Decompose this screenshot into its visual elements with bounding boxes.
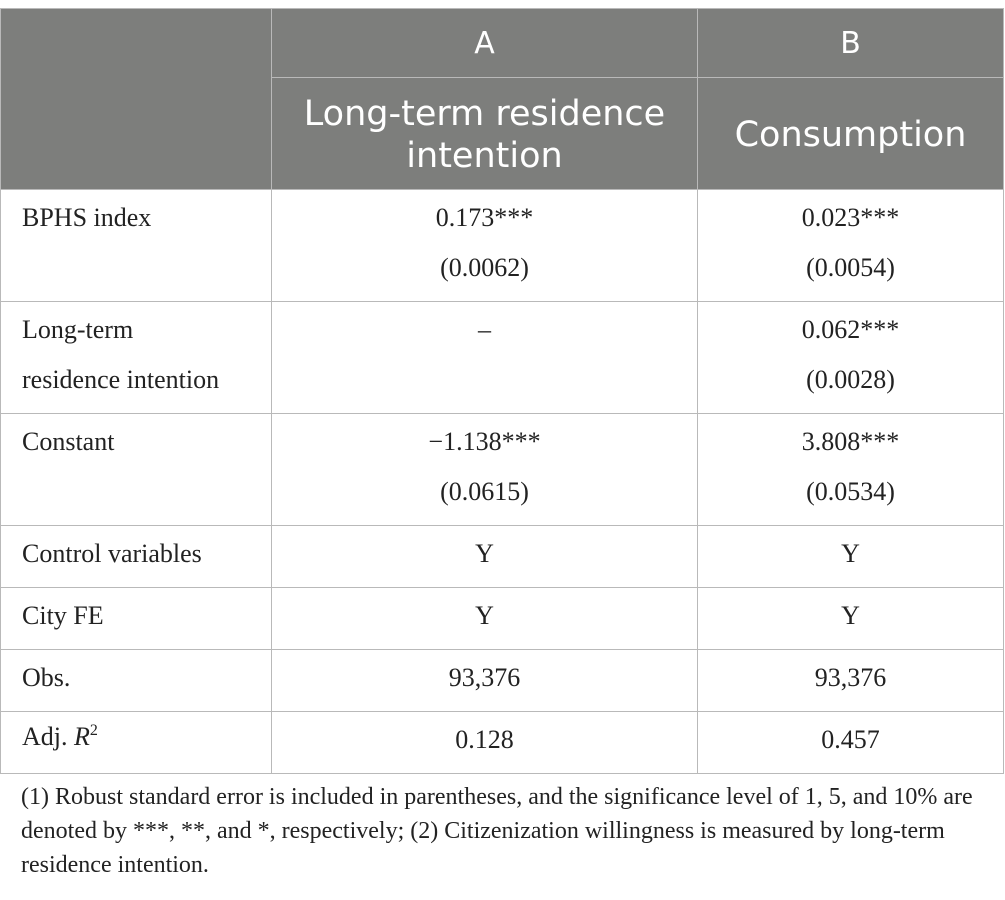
- cell-a: [272, 302, 698, 414]
- table-row-long-term-residence: [1, 302, 1004, 414]
- column-a-letter: A: [272, 9, 698, 78]
- cell-b: Y: [698, 526, 1004, 588]
- table-row-constant: [1, 414, 1004, 526]
- cell-b: [698, 190, 1004, 302]
- row-label: City FE: [1, 588, 272, 650]
- standard-error: (0.0062): [440, 253, 529, 282]
- standard-error: (0.0028): [806, 365, 895, 394]
- table-row-obs: [1, 650, 1004, 712]
- row-label: Long-term residence intention: [1, 302, 272, 414]
- coefficient: 3.808***: [801, 427, 900, 456]
- row-label: BPHS index: [1, 190, 272, 302]
- cell-a: Y: [272, 588, 698, 650]
- cell-a: 0.128: [272, 712, 698, 774]
- cell-a: [272, 414, 698, 526]
- cell-b: 0.457: [698, 712, 1004, 774]
- cell-b: [698, 302, 1004, 414]
- cell-b: 93,376: [698, 650, 1004, 712]
- coefficient: −1.138***: [428, 427, 541, 456]
- table-row-control-variables: [1, 526, 1004, 588]
- table-row-bphs-index: [1, 190, 1004, 302]
- table-row-city-fe: [1, 588, 1004, 650]
- standard-error: (0.0534): [806, 477, 895, 506]
- row-label: Obs.: [1, 650, 272, 712]
- table-footnote: (1) Robust standard error is included in parentheses, and the significance level of 1, 5, and 10% are denoted by ***, **, and *, respectively; (2) Citizenization willingness is measured by long-term residence intention.: [21, 784, 973, 878]
- cell-a: 93,376: [272, 650, 698, 712]
- results-table: [0, 8, 1004, 774]
- header-row-letters: [1, 9, 1004, 78]
- table-row-adj-r2: [1, 712, 1004, 774]
- row-label: Constant: [1, 414, 272, 526]
- cell-a: [272, 190, 698, 302]
- standard-error: (0.0054): [806, 253, 895, 282]
- row-label: Control variables: [1, 526, 272, 588]
- coefficient: –: [478, 315, 491, 344]
- column-b-name: Consumption: [698, 78, 1004, 190]
- coefficient: 0.023***: [801, 203, 900, 232]
- cell-b: [698, 414, 1004, 526]
- column-a-name: Long-term residence intention: [272, 78, 698, 190]
- coefficient: 0.062***: [801, 315, 900, 344]
- coefficient: 0.173***: [435, 203, 534, 232]
- cell-a: Y: [272, 526, 698, 588]
- standard-error: (0.0615): [440, 477, 529, 506]
- header-empty-cell: [1, 9, 272, 190]
- row-label: Adj. $R^2$: [1, 712, 272, 774]
- cell-b: Y: [698, 588, 1004, 650]
- column-b-letter: B: [698, 9, 1004, 78]
